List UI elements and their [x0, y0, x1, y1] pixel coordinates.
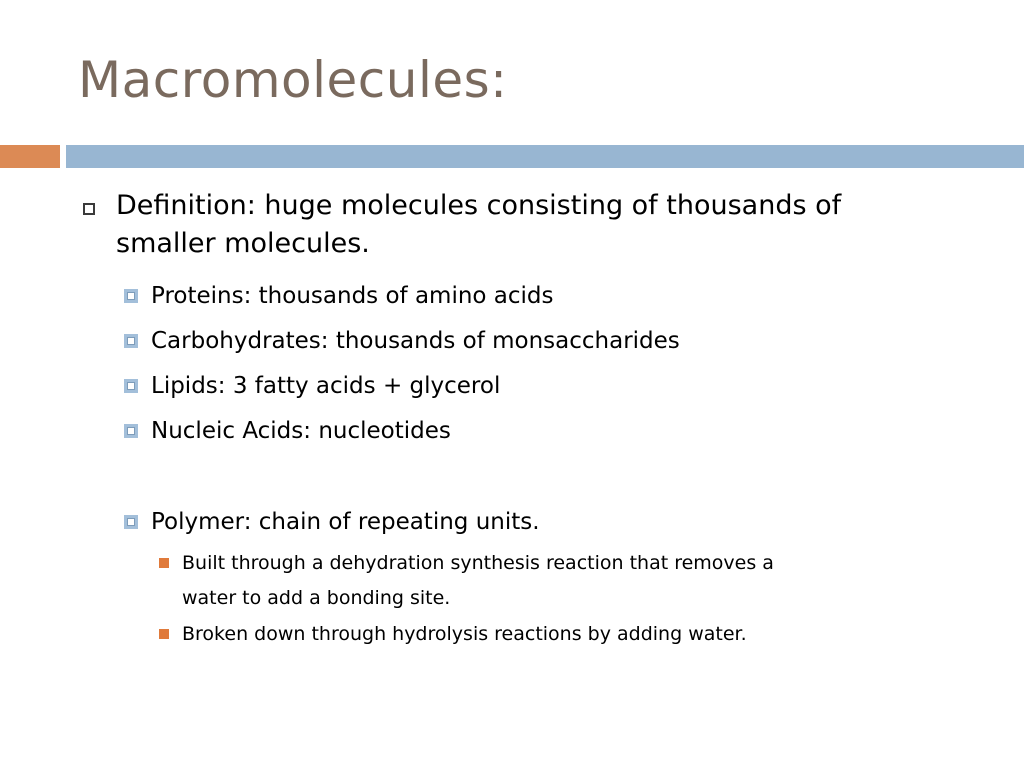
polymer-sub-hydrolysis: Broken down through hydrolysis reactions by adding water. — [182, 623, 747, 645]
hollow-square-bullet-icon — [83, 203, 95, 215]
type-item-carbohydrates: Carbohydrates: thousands of monsaccharides — [151, 328, 680, 354]
framed-square-bullet-icon — [124, 289, 138, 303]
filled-square-bullet-icon — [159, 629, 169, 639]
definition-line-1: Definition: huge molecules consisting of thousands of — [116, 190, 842, 221]
filled-square-bullet-icon — [159, 558, 169, 568]
framed-square-bullet-icon — [124, 334, 138, 348]
type-item-proteins: Proteins: thousands of amino acids — [151, 283, 554, 309]
polymer-definition: Polymer: chain of repeating units. — [151, 509, 540, 535]
framed-square-bullet-icon — [124, 379, 138, 393]
polymer-sub-dehydration-line-1: Built through a dehydration synthesis reaction that removes a — [182, 552, 774, 574]
framed-square-bullet-icon — [124, 424, 138, 438]
type-item-lipids: Lipids: 3 fatty acids + glycerol — [151, 373, 501, 399]
definition-line-2: smaller molecules. — [116, 228, 370, 259]
polymer-sub-dehydration-line-2: water to add a bonding site. — [182, 587, 451, 609]
type-item-nucleic-acids: Nucleic Acids: nucleotides — [151, 418, 451, 444]
slide-title: Macromolecules: — [78, 51, 508, 109]
framed-square-bullet-icon — [124, 515, 138, 529]
